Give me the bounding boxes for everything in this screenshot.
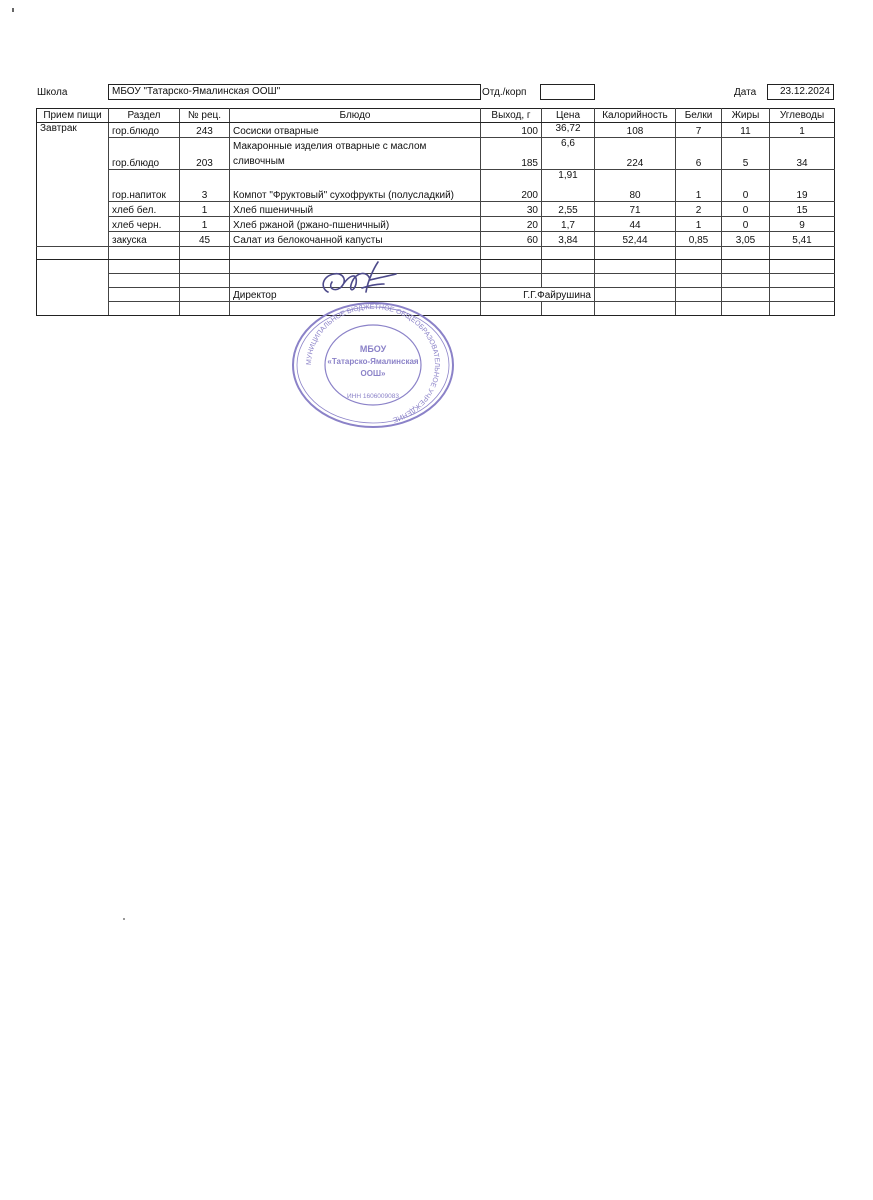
- dish-cell: Хлеб ржаной (ржано-пшеничный): [230, 217, 481, 232]
- protein-cell: 1: [676, 217, 722, 232]
- table-row-empty: [37, 247, 835, 260]
- fat-cell: 0: [722, 170, 770, 202]
- carbs-cell: 9: [770, 217, 835, 232]
- menu-table: [36, 108, 835, 316]
- date-field[interactable]: 23.12.2024: [767, 84, 834, 100]
- date-label: Дата: [734, 87, 757, 98]
- price-cell: 36,72: [542, 123, 595, 138]
- kcal-cell: 71: [595, 202, 676, 217]
- section-cell: гор.напиток: [109, 170, 180, 202]
- scan-speck: [12, 8, 14, 12]
- col-header-yield: Выход, г: [481, 109, 542, 123]
- stamp-org-line3: ООШ»: [360, 369, 386, 378]
- table-row: [37, 123, 835, 138]
- col-header-section: Раздел: [109, 109, 180, 123]
- table-row-empty: [37, 274, 835, 288]
- fat-cell: 11: [722, 123, 770, 138]
- price-cell: 1,7: [542, 217, 595, 232]
- yield-cell: 100: [481, 123, 542, 138]
- scan-speck: [123, 918, 125, 920]
- table-row-empty: [37, 260, 835, 274]
- carbs-cell: 34: [770, 138, 835, 170]
- meal-cell-empty: [37, 202, 109, 217]
- protein-cell: 2: [676, 202, 722, 217]
- yield-cell: 20: [481, 217, 542, 232]
- protein-cell: 7: [676, 123, 722, 138]
- director-row: [37, 288, 835, 302]
- col-header-dish: Блюдо: [230, 109, 481, 123]
- meal-cell-empty: [37, 217, 109, 232]
- school-label: Школа: [37, 87, 68, 98]
- table-row-empty: [37, 302, 835, 316]
- section-cell: хлеб бел.: [109, 202, 180, 217]
- dish-cell: Хлеб пшеничный: [230, 202, 481, 217]
- protein-cell: 6: [676, 138, 722, 170]
- col-header-carbs: Углеводы: [770, 109, 835, 123]
- recipe-cell: 45: [180, 232, 230, 247]
- stamp-code: ИНН 1606009083: [346, 393, 400, 400]
- fat-cell: 5: [722, 138, 770, 170]
- meal-cell: Завтрак: [37, 123, 109, 138]
- recipe-cell: 3: [180, 170, 230, 202]
- yield-cell: 185: [481, 138, 542, 170]
- kcal-cell: 80: [595, 170, 676, 202]
- official-stamp: [288, 300, 458, 430]
- dish-line-1: Макаронные изделия отварные с маслом: [233, 141, 427, 152]
- meal-cell-empty: [37, 138, 109, 170]
- col-header-kcal: Калорийность: [595, 109, 676, 123]
- col-header-meal: Прием пищи: [37, 109, 109, 123]
- stamp-org-line1: МБОУ: [359, 344, 387, 354]
- dish-cell: [230, 138, 481, 170]
- dish-cell: Салат из белокочанной капусты: [230, 232, 481, 247]
- table-row: [37, 138, 835, 170]
- director-label: Директор: [230, 288, 481, 302]
- protein-cell: 0,85: [676, 232, 722, 247]
- price-cell: 3,84: [542, 232, 595, 247]
- fat-cell: 0: [722, 202, 770, 217]
- yield-cell: 60: [481, 232, 542, 247]
- school-name-field[interactable]: МБОУ "Татарско-Ямалинская ООШ": [108, 84, 481, 100]
- recipe-cell: 1: [180, 217, 230, 232]
- section-cell: хлеб черн.: [109, 217, 180, 232]
- table-header-row: [37, 109, 835, 123]
- fat-cell: 3,05: [722, 232, 770, 247]
- protein-cell: 1: [676, 170, 722, 202]
- recipe-cell: 243: [180, 123, 230, 138]
- table-row: [37, 232, 835, 247]
- kcal-cell: 108: [595, 123, 676, 138]
- table-row: [37, 170, 835, 202]
- recipe-cell: 1: [180, 202, 230, 217]
- carbs-cell: 19: [770, 170, 835, 202]
- col-header-fat: Жиры: [722, 109, 770, 123]
- dish-line-2: сливочным: [233, 156, 285, 167]
- price-cell: 6,6: [542, 138, 595, 170]
- table-row: [37, 217, 835, 232]
- stamp-org-line2: «Татарско-Ямалинская: [327, 357, 419, 366]
- dept-field[interactable]: [540, 84, 595, 100]
- meal-cell-empty: [37, 170, 109, 202]
- dept-label: Отд./корп: [482, 87, 527, 98]
- yield-cell: 30: [481, 202, 542, 217]
- table-row: [37, 202, 835, 217]
- stamp-ring-text: МУНИЦИПАЛЬНОЕ БЮДЖЕТНОЕ ОБЩЕОБРАЗОВАТЕЛЬНОЕ УЧРЕЖДЕНИЕ: [305, 303, 441, 423]
- price-cell: 2,55: [542, 202, 595, 217]
- col-header-price: Цена: [542, 109, 595, 123]
- carbs-cell: 1: [770, 123, 835, 138]
- carbs-cell: 5,41: [770, 232, 835, 247]
- recipe-cell: 203: [180, 138, 230, 170]
- section-cell: закуска: [109, 232, 180, 247]
- section-cell: гор.блюдо: [109, 123, 180, 138]
- section-cell: гор.блюдо: [109, 138, 180, 170]
- fat-cell: 0: [722, 217, 770, 232]
- dish-cell: Компот "Фруктовый" сухофрукты (полусладкий): [230, 170, 481, 202]
- kcal-cell: 224: [595, 138, 676, 170]
- yield-cell: 200: [481, 170, 542, 202]
- kcal-cell: 52,44: [595, 232, 676, 247]
- director-name: Г.Г.Файрушина: [481, 288, 595, 302]
- carbs-cell: 15: [770, 202, 835, 217]
- dish-cell: Сосиски отварные: [230, 123, 481, 138]
- col-header-protein: Белки: [676, 109, 722, 123]
- price-cell: 1,91: [542, 170, 595, 202]
- kcal-cell: 44: [595, 217, 676, 232]
- col-header-recipe: № рец.: [180, 109, 230, 123]
- meal-cell-empty: [37, 232, 109, 247]
